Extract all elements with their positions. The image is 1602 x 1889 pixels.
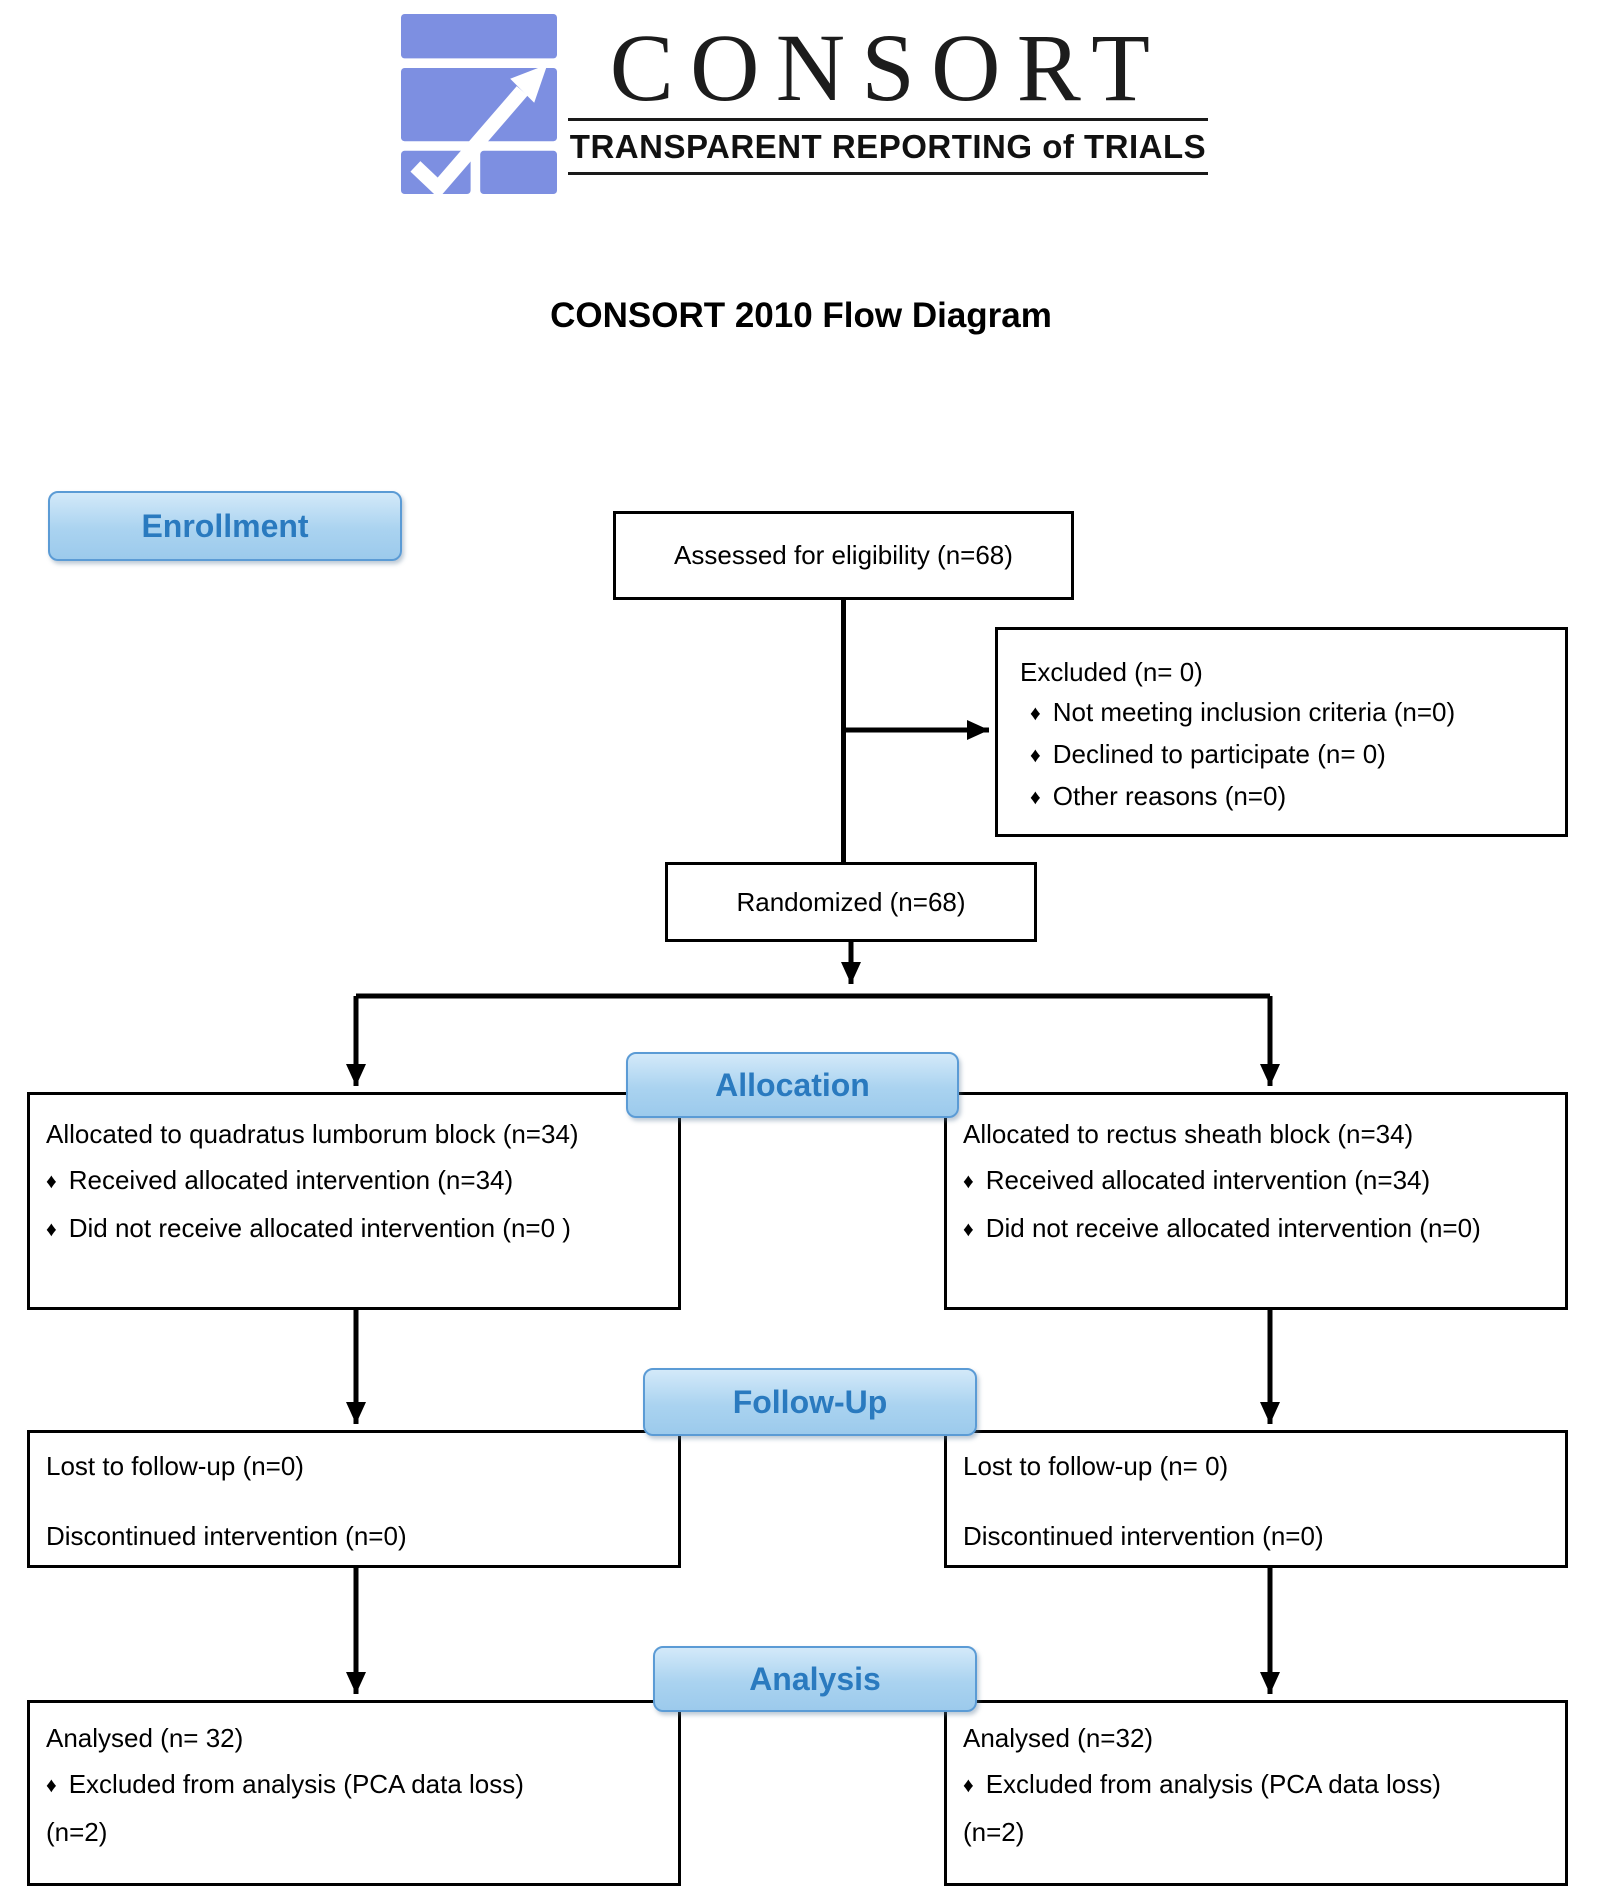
divider-bottom [568,172,1208,175]
excluded-item-text: Not meeting inclusion criteria (n=0) [1052,697,1456,727]
excluded-item [1020,776,1565,818]
followup-left-box [27,1430,681,1568]
excluded-item [1020,692,1565,734]
diamond-bullet-icon: ♦ [1030,786,1041,809]
allocation-right-item-text: Received allocated intervention (n=34) [985,1165,1431,1195]
allocation-left-item-text: Did not receive allocated intervention (n=0 ) [68,1213,571,1243]
diamond-bullet-icon: ♦ [46,1170,57,1193]
page-title: CONSORT 2010 Flow Diagram [550,296,1052,335]
analysis-left-item-text: Excluded from analysis (PCA data loss) [68,1769,524,1799]
diamond-bullet-icon: ♦ [1030,702,1041,725]
excluded-title: Excluded (n= 0) [1020,657,1203,687]
allocation-left-item [46,1205,662,1253]
randomized-box [665,862,1037,942]
analysis-right-item [963,1761,1549,1809]
consort-wordmark: CONSORT [609,14,1167,121]
stage-badge-enrollment: Enrollment [48,491,402,561]
stage-badge-allocation: Allocation [626,1052,959,1118]
diamond-bullet-icon: ♦ [963,1774,974,1797]
analysis-right-item-text: Excluded from analysis (PCA data loss) [985,1769,1441,1799]
consort-logo-text [568,14,1208,175]
excluded-box [995,627,1568,837]
analysis-right-box [944,1700,1568,1886]
stage-badge-followup: Follow-Up [643,1368,977,1436]
stage-badge-analysis: Analysis [653,1646,977,1712]
diamond-bullet-icon: ♦ [963,1218,974,1241]
followup-right-line: Lost to follow-up (n= 0) [963,1451,1229,1481]
analysis-left-box [27,1700,681,1886]
allocation-right-title: Allocated to rectus sheath block (n=34) [963,1119,1414,1149]
analysis-left-title: Analysed (n= 32) [46,1723,244,1753]
followup-left-line: Discontinued intervention (n=0) [46,1521,407,1551]
analysis-left-continuation: (n=2) [46,1817,108,1847]
allocation-right-item [963,1157,1549,1205]
allocation-right-item [963,1205,1549,1253]
analysis-right-continuation: (n=2) [963,1817,1025,1847]
excluded-item-text: Other reasons (n=0) [1052,781,1287,811]
allocation-right-item-text: Did not receive allocated intervention (n=0) [985,1213,1481,1243]
assessed-text: Assessed for eligibility (n=68) [674,540,1013,570]
excluded-item [1020,734,1565,776]
diamond-bullet-icon: ♦ [46,1218,57,1241]
analysis-right-title: Analysed (n=32) [963,1723,1154,1753]
followup-right-line: Discontinued intervention (n=0) [963,1521,1324,1551]
diamond-bullet-icon: ♦ [1030,744,1041,767]
randomized-text: Randomized (n=68) [736,886,966,917]
excluded-item-text: Declined to participate (n= 0) [1052,739,1386,769]
allocation-left-item-text: Received allocated intervention (n=34) [68,1165,514,1195]
assessed-box [613,511,1074,600]
followup-left-line: Lost to follow-up (n=0) [46,1451,304,1481]
diamond-bullet-icon: ♦ [46,1774,57,1797]
analysis-left-item [46,1761,662,1809]
diamond-bullet-icon: ♦ [963,1170,974,1193]
allocation-left-item [46,1157,662,1205]
allocation-left-box [27,1092,681,1310]
consort-logo-icon [400,14,558,194]
allocation-right-box [944,1092,1568,1310]
followup-right-box [944,1430,1568,1568]
allocation-left-title: Allocated to quadratus lumborum block (n=34) [46,1119,579,1149]
consort-tagline: TRANSPARENT REPORTING of TRIALS [569,127,1207,165]
